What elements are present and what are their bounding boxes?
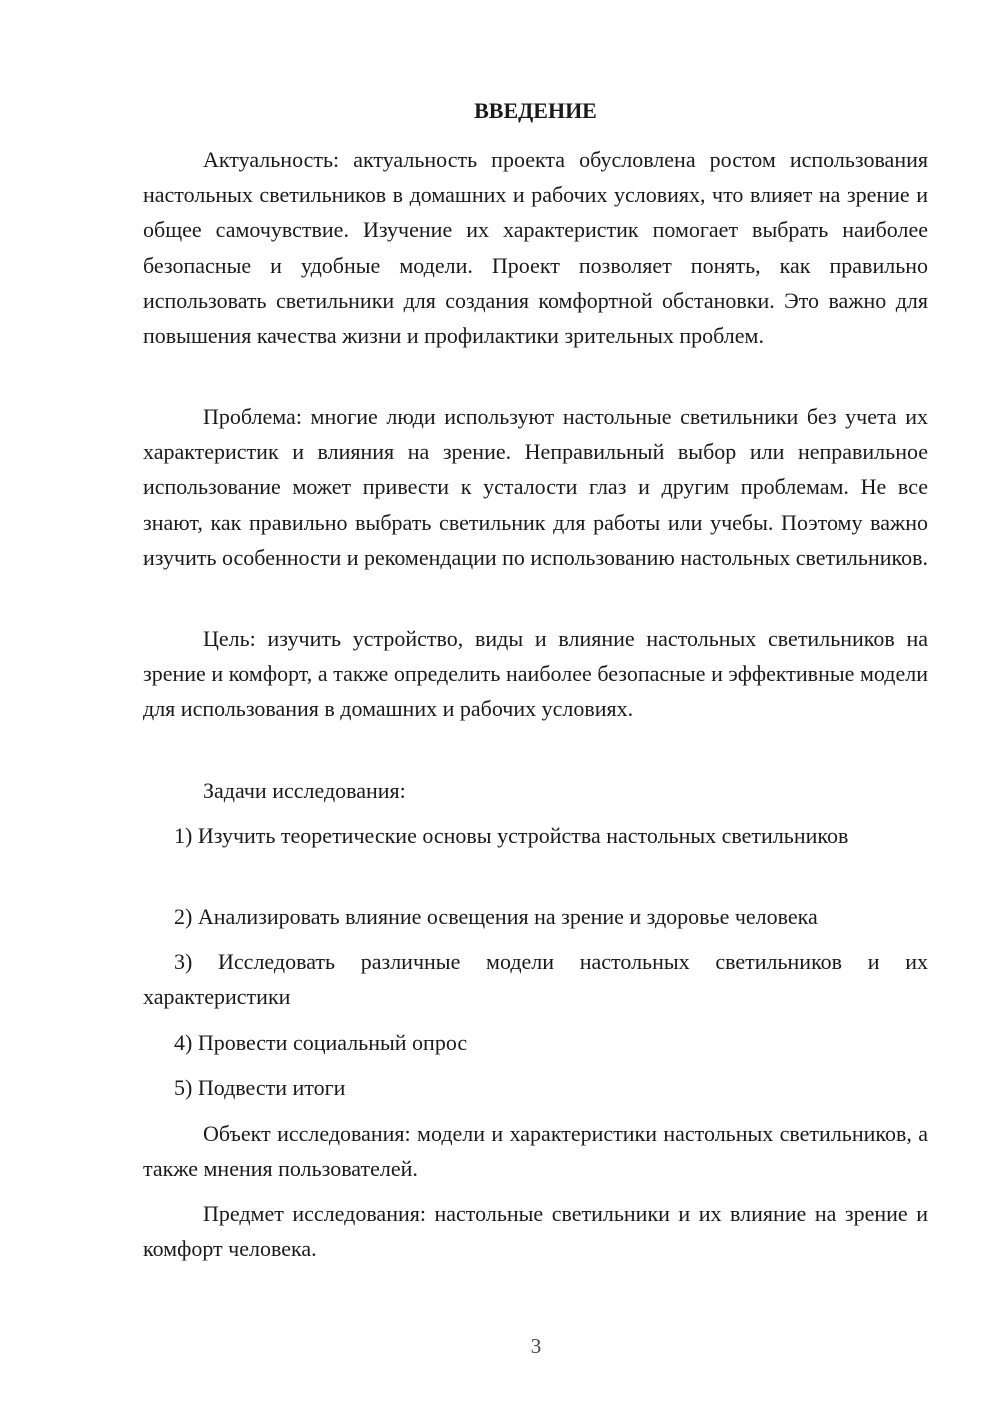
task-item-1: 1) Изучить теоретические основы устройства настольных светильников [174, 823, 849, 848]
subject-paragraph: Предмет исследования: настольные светильники и их влияние на зрение и комфорт человека. [143, 1201, 928, 1262]
task-item-3: 3) Исследовать различные модели настольных светильников и их характеристики [143, 949, 928, 1010]
task-item-5: 5) Подвести итоги [174, 1075, 346, 1100]
task-item-2: 2) Анализировать влияние освещения на зрение и здоровье человека [174, 904, 818, 929]
page-number: 3 [530, 1334, 542, 1358]
object-paragraph: Объект исследования: модели и характеристики настольных светильников, а также мнения пользователей. [143, 1121, 928, 1182]
relevance-paragraph: Актуальность: актуальность проекта обусловлена ростом использования настольных светильников в домашних и рабочих условиях, что влияет на зрение и общее самочувствие. Изучение их характеристик помогает выбрать наиболее безопасные и удобные модели. Проект позволяет понять, как правильно использовать светильники для создания комфортной обстановки. Это важно для повышения качества жизни и профилактики зрительных проблем. [143, 147, 928, 349]
goal-paragraph: Цель: изучить устройство, виды и влияние настольных светильников на зрение и комфорт, а также определить наиболее безопасные и эффективные модели для использования в домашних и рабочих условиях. [143, 626, 928, 722]
tasks-title: Задачи исследования: [203, 778, 406, 803]
page-title: ВВЕДЕНИЕ [474, 98, 597, 123]
task-item-4: 4) Провести социальный опрос [174, 1030, 468, 1055]
problem-paragraph: Проблема: многие люди используют настольные светильники без учета их характеристик и влияния на зрение. Неправильный выбор или неправильное использование может привести к усталости глаз и другим проблемам. Не все знают, как правильно выбрать светильник для работы или учебы. Поэтому важно изучить особенности и рекомендации по использованию настольных светильников. [143, 404, 928, 570]
